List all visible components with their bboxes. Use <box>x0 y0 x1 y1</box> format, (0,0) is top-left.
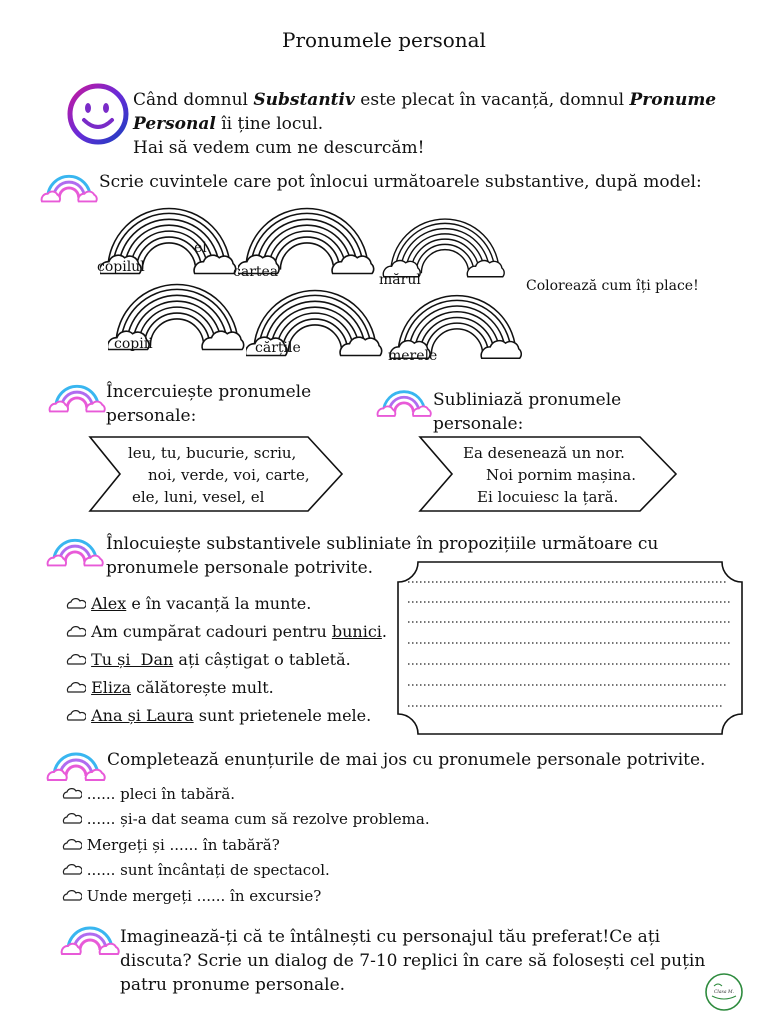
intro-line-1: Când domnul Substantiv este plecat în vacanță, domnul Pronume <box>133 90 717 110</box>
cloud-icon <box>66 596 86 610</box>
ex2-instruction: Încercuiește pronumele <box>106 382 312 402</box>
ex3-instruction-cont: personale: <box>433 414 524 434</box>
page-title: Pronumele personal <box>282 28 486 52</box>
ex2-line: leu, tu, bucurie, scriu, <box>128 444 297 462</box>
ex4-instruction: Înlocuiește substantivele subliniate în propozițiile următoare cu <box>106 534 659 554</box>
cloud-icon <box>66 708 86 722</box>
cloud-icon <box>66 680 86 694</box>
rainbow-noun: cărțile <box>255 340 301 356</box>
cloud-icon <box>62 837 82 851</box>
ex6-line: patru pronume personale. <box>120 975 346 995</box>
cloud-icon <box>62 811 82 825</box>
ex3-line: Ei locuiesc la țară. <box>477 488 619 506</box>
intro-line-3: Hai să vedem cum ne descurcăm! <box>133 138 425 158</box>
smiley-icon <box>66 82 130 146</box>
list-item: Am cumpărat cadouri pentru bunici. <box>66 620 387 644</box>
logo-stamp <box>704 972 744 1012</box>
list-item: ...... și-a dat seama cum să rezolve problema. <box>62 807 430 831</box>
intro-line-2: Personal îi ține locul. <box>133 114 324 134</box>
ex1-instruction: Scrie cuvintele care pot înlocui următoarele substantive, după model: <box>99 172 702 192</box>
answer-box[interactable] <box>396 560 744 736</box>
rainbow-answer: el <box>194 240 207 256</box>
cloud-icon <box>66 652 86 666</box>
list-item: ...... pleci în tabără. <box>62 782 235 806</box>
rainbow-icon <box>46 744 106 784</box>
ex2-line: ele, luni, vesel, el <box>132 488 265 506</box>
ex5-instruction: Completează enunțurile de mai jos cu pronumele personale potrivite. <box>107 750 706 770</box>
cloud-icon <box>62 888 82 902</box>
ex6-line: discuta? Scrie un dialog de 7-10 replici în care să folosești cel puțin <box>120 951 706 971</box>
rainbow-icon <box>48 376 106 416</box>
list-item: Eliza călătorește mult. <box>66 676 274 700</box>
list-item: Alex e în vacanță la munte. <box>66 592 311 616</box>
svg-text:Clasa M.: Clasa M. <box>713 990 735 995</box>
list-item: Unde mergeți ...... în excursie? <box>62 884 321 908</box>
cloud-icon <box>62 862 82 876</box>
rainbow-noun: mărul <box>379 272 421 288</box>
rainbow-icon <box>376 382 432 420</box>
color-note: Colorează cum îți place! <box>526 278 699 294</box>
ex2-line: noi, verde, voi, carte, <box>148 466 310 484</box>
ex6-line: Imaginează-ți că te întâlnești cu personajul tău preferat!Ce ați <box>120 927 661 947</box>
list-item: Ana și Laura sunt prietenele mele. <box>66 704 371 728</box>
rainbow-noun: merele <box>388 348 438 364</box>
ex3-instruction: Subliniază pronumele <box>433 390 622 410</box>
ex4-instruction-cont: pronumele personale potrivite. <box>106 558 374 578</box>
cloud-icon <box>62 786 82 800</box>
rainbow-noun: copilul <box>97 259 145 275</box>
rainbow-icon <box>60 918 120 958</box>
ex2-instruction-cont: personale: <box>106 406 197 426</box>
rainbow-icon <box>46 530 104 570</box>
rainbow-noun: copiii <box>114 336 153 352</box>
ex3-line: Ea desenează un nor. <box>463 444 625 462</box>
list-item: ...... sunt încântați de spectacol. <box>62 858 330 882</box>
list-item: Tu și Dan ați câștigat o tabletă. <box>66 648 351 672</box>
rainbow-noun: cartea <box>233 264 279 280</box>
cloud-icon <box>66 624 86 638</box>
rainbow-icon <box>40 166 98 206</box>
ex3-line: Noi pornim mașina. <box>486 466 637 484</box>
list-item: Mergeți și ...... în tabără? <box>62 833 280 857</box>
